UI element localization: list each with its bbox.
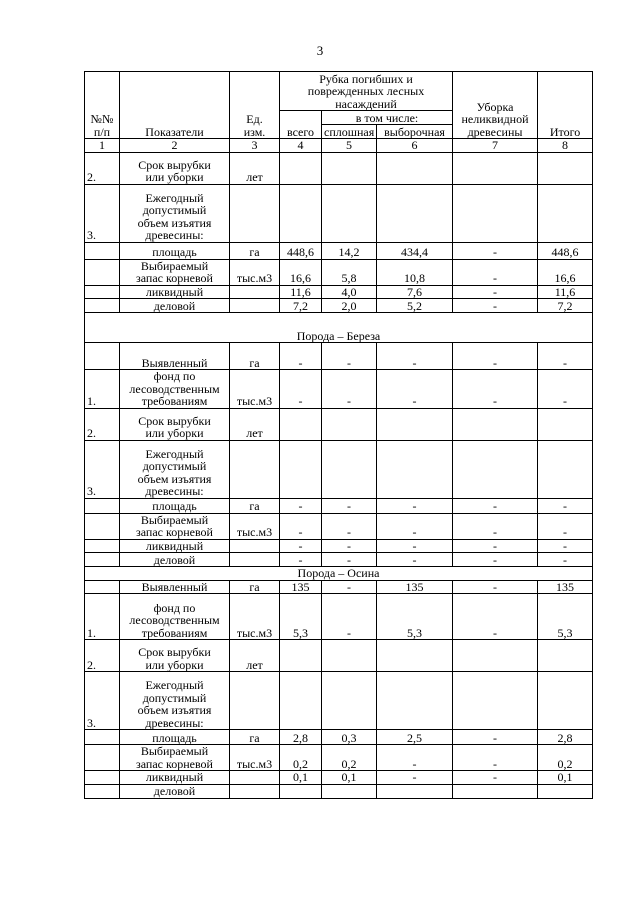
row-label: ликвидный — [120, 771, 230, 785]
row-label: фонд по лесоводственным требованиям — [120, 594, 230, 640]
table-row — [85, 580, 593, 594]
value-vyborochnaya: - — [377, 498, 453, 513]
row-unit — [230, 784, 280, 798]
value-itogo: 448,6 — [538, 242, 593, 259]
value-sploshnaya: - — [322, 343, 377, 370]
table-row — [85, 498, 593, 513]
value-itogo: - — [538, 539, 593, 553]
table-row — [85, 184, 593, 242]
value-vsego: - — [280, 498, 322, 513]
value-vyborochnaya: - — [377, 771, 453, 785]
value-vsego: - — [280, 513, 322, 539]
value-itogo — [538, 440, 593, 498]
row-label: Срок вырубки или уборки — [120, 640, 230, 672]
value-sploshnaya: - — [322, 498, 377, 513]
header-total-felling: всего — [280, 111, 322, 139]
table-row — [85, 299, 593, 313]
value-itogo: - — [538, 343, 593, 370]
row-label: ликвидный — [120, 539, 230, 553]
row-number: 3. — [85, 672, 120, 730]
row-label: деловой — [120, 553, 230, 567]
row-unit: га — [230, 580, 280, 594]
value-vsego — [280, 640, 322, 672]
col-number: 3 — [230, 139, 280, 153]
value-vyborochnaya: 5,2 — [377, 299, 453, 313]
page-number: 3 — [316, 43, 324, 58]
value-sploshnaya — [322, 784, 377, 798]
value-vyborochnaya — [377, 440, 453, 498]
value-sploshnaya — [322, 408, 377, 440]
value-itogo — [538, 408, 593, 440]
value-vyborochnaya — [377, 408, 453, 440]
value-uborka — [453, 672, 538, 730]
col-number: 4 — [280, 139, 322, 153]
value-uborka: - — [453, 513, 538, 539]
value-uborka: - — [453, 539, 538, 553]
row-unit — [230, 539, 280, 553]
value-vyborochnaya — [377, 152, 453, 184]
row-number — [85, 242, 120, 259]
value-vsego: - — [280, 343, 322, 370]
row-unit: га — [230, 242, 280, 259]
value-uborka — [453, 784, 538, 798]
table-row — [85, 594, 593, 640]
row-unit — [230, 553, 280, 567]
value-itogo: - — [538, 370, 593, 409]
value-vsego: 5,3 — [280, 594, 322, 640]
value-sploshnaya: - — [322, 580, 377, 594]
row-number: 1. — [85, 594, 120, 640]
row-unit — [230, 771, 280, 785]
value-vyborochnaya — [377, 672, 453, 730]
value-uborka: - — [453, 370, 538, 409]
value-uborka: - — [453, 242, 538, 259]
value-vsego: - — [280, 553, 322, 567]
table-row — [85, 152, 593, 184]
value-vsego — [280, 672, 322, 730]
header-including: в том числе: — [322, 111, 453, 125]
row-label: Выявленный — [120, 580, 230, 594]
row-number — [85, 730, 120, 745]
row-label: площадь — [120, 730, 230, 745]
row-label: ликвидный — [120, 285, 230, 299]
row-unit: тыс.м3 — [230, 594, 280, 640]
row-label: деловой — [120, 299, 230, 313]
value-uborka: - — [453, 594, 538, 640]
value-vyborochnaya: 2,5 — [377, 730, 453, 745]
value-vyborochnaya — [377, 784, 453, 798]
row-label: Ежегодный допустимый объем изъятия древесины: — [120, 184, 230, 242]
value-uborka — [453, 152, 538, 184]
value-sploshnaya: 0,2 — [322, 745, 377, 771]
row-label: Выбираемый запас корневой — [120, 513, 230, 539]
row-label: Выбираемый запас корневой — [120, 259, 230, 285]
row-unit: га — [230, 343, 280, 370]
row-number: 1. — [85, 370, 120, 409]
row-label: Срок вырубки или уборки — [120, 152, 230, 184]
table-row — [85, 343, 593, 370]
col-number: 7 — [453, 139, 538, 153]
value-vyborochnaya: - — [377, 539, 453, 553]
row-label: фонд по лесоводственным требованиям — [120, 370, 230, 409]
header-itogo: Итого — [538, 72, 593, 139]
row-unit — [230, 285, 280, 299]
value-vyborochnaya: 135 — [377, 580, 453, 594]
value-itogo: 7,2 — [538, 299, 593, 313]
value-sploshnaya: - — [322, 370, 377, 409]
value-vyborochnaya: - — [377, 553, 453, 567]
table-row — [85, 408, 593, 440]
row-label: Ежегодный допустимый объем изъятия древесины: — [120, 672, 230, 730]
header-selective: выборочная — [377, 125, 453, 139]
value-vsego: 16,6 — [280, 259, 322, 285]
value-itogo: 16,6 — [538, 259, 593, 285]
row-unit: лет — [230, 152, 280, 184]
value-itogo: - — [538, 498, 593, 513]
value-vsego — [280, 440, 322, 498]
table-row — [85, 784, 593, 798]
row-label: деловой — [120, 784, 230, 798]
row-number — [85, 343, 120, 370]
value-sploshnaya: 14,2 — [322, 242, 377, 259]
row-unit: тыс.м3 — [230, 513, 280, 539]
section-title: Порода – Береза — [85, 313, 593, 343]
table-row — [85, 553, 593, 567]
row-unit: тыс.м3 — [230, 259, 280, 285]
table-row — [85, 771, 593, 785]
value-itogo — [538, 672, 593, 730]
row-number: 3. — [85, 184, 120, 242]
value-sploshnaya — [322, 440, 377, 498]
row-unit — [230, 440, 280, 498]
value-vyborochnaya — [377, 184, 453, 242]
value-itogo: - — [538, 553, 593, 567]
row-label: Выбираемый запас корневой — [120, 745, 230, 771]
section-title: Порода – Осина — [85, 567, 593, 581]
col-number: 1 — [85, 139, 120, 153]
value-uborka: - — [453, 285, 538, 299]
value-sploshnaya: - — [322, 553, 377, 567]
col-number: 8 — [538, 139, 593, 153]
table-row — [85, 259, 593, 285]
header-unit: Ед. изм. — [230, 72, 280, 139]
header-indicator: Показатели — [120, 72, 230, 139]
value-sploshnaya — [322, 184, 377, 242]
value-vsego: - — [280, 370, 322, 409]
value-uborka: - — [453, 553, 538, 567]
value-uborka: - — [453, 343, 538, 370]
table-row — [85, 242, 593, 259]
value-itogo: 0,2 — [538, 745, 593, 771]
row-number — [85, 513, 120, 539]
value-vsego: 11,6 — [280, 285, 322, 299]
value-sploshnaya: 0,3 — [322, 730, 377, 745]
value-sploshnaya: 5,8 — [322, 259, 377, 285]
col-number: 5 — [322, 139, 377, 153]
value-itogo: 135 — [538, 580, 593, 594]
value-uborka — [453, 440, 538, 498]
value-vyborochnaya: 10,8 — [377, 259, 453, 285]
column-number-row — [85, 139, 593, 153]
value-sploshnaya — [322, 152, 377, 184]
row-unit — [230, 672, 280, 730]
value-sploshnaya — [322, 640, 377, 672]
row-number: 3. — [85, 440, 120, 498]
row-number: 2. — [85, 152, 120, 184]
value-vsego — [280, 184, 322, 242]
value-vsego: 0,1 — [280, 771, 322, 785]
value-itogo — [538, 184, 593, 242]
row-unit: тыс.м3 — [230, 370, 280, 409]
row-label: Выявленный — [120, 343, 230, 370]
row-number: 2. — [85, 408, 120, 440]
row-number — [85, 580, 120, 594]
value-vyborochnaya: 434,4 — [377, 242, 453, 259]
value-vyborochnaya: - — [377, 370, 453, 409]
row-number — [85, 299, 120, 313]
value-vsego: 448,6 — [280, 242, 322, 259]
row-number — [85, 285, 120, 299]
row-number — [85, 784, 120, 798]
section-row — [85, 313, 593, 343]
value-vyborochnaya — [377, 640, 453, 672]
table-row — [85, 440, 593, 498]
col-number: 2 — [120, 139, 230, 153]
row-unit: га — [230, 730, 280, 745]
value-sploshnaya: - — [322, 539, 377, 553]
row-unit — [230, 299, 280, 313]
col-number: 6 — [377, 139, 453, 153]
table-row — [85, 745, 593, 771]
table-row — [85, 285, 593, 299]
row-number — [85, 771, 120, 785]
value-itogo — [538, 640, 593, 672]
value-vsego — [280, 784, 322, 798]
value-vyborochnaya: - — [377, 513, 453, 539]
value-sploshnaya: 2,0 — [322, 299, 377, 313]
row-label: Ежегодный допустимый объем изъятия древесины: — [120, 440, 230, 498]
section-row — [85, 567, 593, 581]
value-sploshnaya: 0,1 — [322, 771, 377, 785]
value-uborka: - — [453, 730, 538, 745]
value-uborka: - — [453, 299, 538, 313]
value-uborka — [453, 640, 538, 672]
row-label: площадь — [120, 498, 230, 513]
row-label: Срок вырубки или уборки — [120, 408, 230, 440]
value-uborka: - — [453, 771, 538, 785]
value-uborka: - — [453, 580, 538, 594]
value-vyborochnaya: 7,6 — [377, 285, 453, 299]
value-vsego: - — [280, 539, 322, 553]
value-itogo — [538, 152, 593, 184]
value-sploshnaya: - — [322, 594, 377, 640]
row-unit — [230, 184, 280, 242]
row-number — [85, 553, 120, 567]
header-num: №№ п/п — [85, 72, 120, 139]
row-unit: тыс.м3 — [230, 745, 280, 771]
row-unit: га — [230, 498, 280, 513]
value-itogo: 0,1 — [538, 771, 593, 785]
value-uborka: - — [453, 259, 538, 285]
value-vyborochnaya: 5,3 — [377, 594, 453, 640]
value-vsego — [280, 152, 322, 184]
value-sploshnaya: - — [322, 513, 377, 539]
row-unit: лет — [230, 408, 280, 440]
header-clear: сплошная — [322, 125, 377, 139]
table-row — [85, 539, 593, 553]
row-number — [85, 539, 120, 553]
value-uborka: - — [453, 745, 538, 771]
forestry-table — [84, 71, 593, 799]
header-row-1 — [85, 72, 593, 111]
value-itogo: 5,3 — [538, 594, 593, 640]
row-number — [85, 498, 120, 513]
value-itogo: 11,6 — [538, 285, 593, 299]
header-cleanup: Уборка неликвидной древесины — [453, 72, 538, 139]
value-itogo: 2,8 — [538, 730, 593, 745]
value-uborka — [453, 408, 538, 440]
row-number: 2. — [85, 640, 120, 672]
table-row — [85, 370, 593, 409]
row-label: площадь — [120, 242, 230, 259]
value-vsego: 2,8 — [280, 730, 322, 745]
value-sploshnaya: 4,0 — [322, 285, 377, 299]
table-row — [85, 640, 593, 672]
header-felling-group: Рубка погибших и поврежденных лесных насаждений — [280, 72, 453, 111]
value-vyborochnaya: - — [377, 745, 453, 771]
value-uborka: - — [453, 498, 538, 513]
value-vyborochnaya: - — [377, 343, 453, 370]
value-uborka — [453, 184, 538, 242]
value-itogo: - — [538, 513, 593, 539]
table-row — [85, 513, 593, 539]
table-row — [85, 672, 593, 730]
row-number — [85, 259, 120, 285]
row-number — [85, 745, 120, 771]
value-vsego — [280, 408, 322, 440]
value-itogo — [538, 784, 593, 798]
value-sploshnaya — [322, 672, 377, 730]
value-vsego: 0,2 — [280, 745, 322, 771]
value-vsego: 7,2 — [280, 299, 322, 313]
row-unit: лет — [230, 640, 280, 672]
value-vsego: 135 — [280, 580, 322, 594]
table-row — [85, 730, 593, 745]
